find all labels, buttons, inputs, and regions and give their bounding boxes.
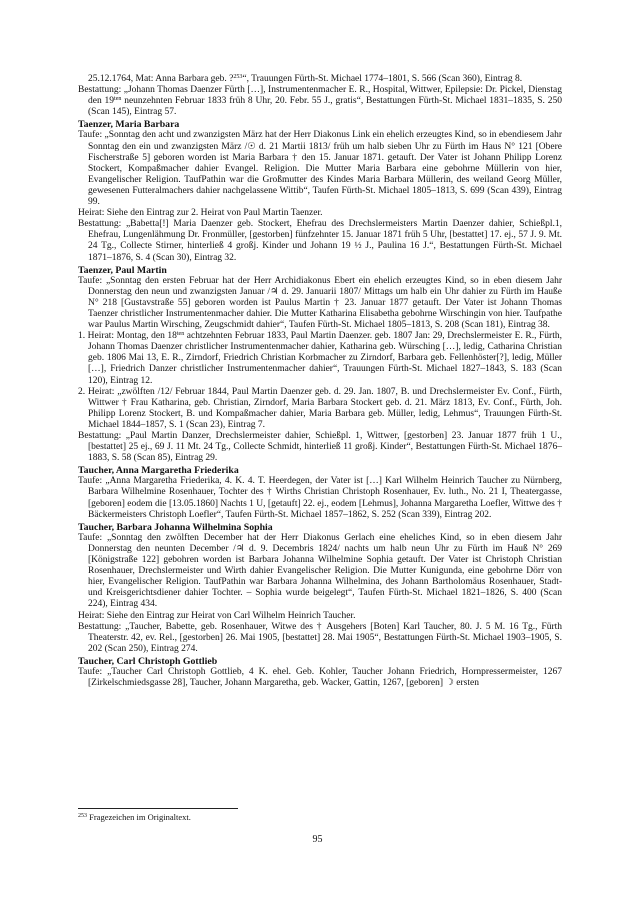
marriage-entry: 1. Heirat: Montag, den $18^{ten}$ achtzehnten Februar 1833, Paul Martin Daenzer. geb. 1807 Jan: 29, Drechslermeister E. R., Fürth, Johann Thomas Daenzer christlicher Instrumentenmacher dahier, Katharina geb. Würsching […], ledig, Catharina Christian geb. 1806 Mai 13, E. R., Zirndorf, Friedrich Christian Korbmacher zu Zirndorf, Barbara geb. Fellenhöster[?], ledig, Müller […], Friedrich Danzer christlicher Instrumentenmacher dahier“, Trauungen Fürth-St. Michael 1827–1843, S. 183 (Scan 120), Eintrag 12. <box>78 331 562 386</box>
person-heading: Taucher, Carl Christoph Gottlieb <box>78 655 218 667</box>
footnote-number: 253 <box>78 813 87 819</box>
baptism-entry: Taufe: „Sonntag den ersten Februar hat der Herr Archidiakonus Ebert ein ehelich erzeugtes Kind, so in eben diesem Jahr Donnerstag den neun und zwanzigsten Januar /♃ d. 29. Januarii 1807/ Mittags um halb ein Uhr dahier zu Fürth im Hauße N° 218 [Gustavstraße 55] geboren worden ist Paulus Martin † 23. Januar 1877 getauft. Der Vater ist Johann Thomas Taenzer christlicher Instrumentenmacher dahier. Die Mutter Katharina Elisabetha gebohrne Wirschingin von hier. Taufpathe war Paulus Martin Wirsching, Zeugschmidt dahier“, Taufen Fürth-St. Michael 1805–1813, S. 208 (Scan 181), Eintrag 38. <box>78 275 562 331</box>
baptism-entry: Taufe: „Anna Margaretha Friederika, 4. K. 4. T. Heerdegen, der Vater ist […] Karl Wilhelm Heinrich Taucher zu Nürnberg, Barbara Wilhelmine Rosenhauer, Tochter des † Wirths Christian Christoph Rosenhauer, Ev. luth., No. 21 I, Theatergasse, [geboren] eodem die [13.05.1860] Nachts 1 U, [getauft] 22. ej., eodem [Lehmus], Johanna Margaretha Loefler, Wittwe des † Bäckermeisters Christoph Loefler“, Taufen Fürth-St. Michael 1857–1862, S. 252 (Scan 339), Eintrag 202. <box>78 476 562 520</box>
footnote: $^{253}$ Fragezeichen im Originaltext. <box>78 812 191 822</box>
person-heading: Taenzer, Paul Martin <box>78 264 167 276</box>
burial-entry: Bestattung: „Babetta[!] Maria Daenzer geb. Stockert, Ehefrau des Drechslermeisters Martin Daenzer dahier, Schießpl.1, Ehefrau, Lungenlähmung Dr. Fronmüller, [gestorben] fünfzehnter 15. Januar 1871 früh 5 Uhr, [bestattet] 17. ej., 57 J. 9. Mt. 24 Tg., Collecte Stirner, hinterließ 4 großj. Kinder und Johann 19 ½ J., Paulina 16 J.“, Bestattungen Fürth-St. Michael 1871–1876, S. 4 (Scan 30), Eintrag 32. <box>78 219 562 263</box>
burial-entry: Bestattung: „Johann Thomas Daenzer Fürth […], Instrumentenmacher E. R., Hospital, Wittwer, Epilepsie: Dr. Pickel, Dienstag den $19^{ten}$ neunzehnten Februar 1833 früh 8 Uhr, 20. Febr. 55 J., gratis“, Bestattungen Fürth-St. Michael 1831–1835, S. 250 (Scan 145), Eintrag 57. <box>78 85 562 118</box>
burial-entry: Bestattung: „Paul Martin Danzer, Drechslermeister dahier, Schießpl. 1, Wittwer, [gestorben] 23. Januar 1877 früh 1 U., [bestattet] 25 ej., 69 J. 11 Mt. 24 Tg., Collecte Schmidt, hinterließ 11 großj. Kinder“, Bestattungen Fürth-St. Michael 1876–1883, S. 58 (Scan 85), Eintrag 29. <box>78 431 562 464</box>
baptism-entry: Taufe: „Sonntag den zwölften December hat der Herr Diakonus Gerlach eine eheliches Kind, so in eben diesem Jahr Donnerstag den neunten December /♃ d. 9. Decembris 1824/ nachts um halb neun Uhr zu Fürth im Hauß N° 269 [Königstraße 122] gebohren worden ist Barbara Johanna Wilhelmine Sophia getauft. Der Vater ist Christoph Christian Rosenhauer, Drechslermeister und Wirth dahier Evangelischer Religion. Die Mutter Kunigunda, eine gebohrne Dörr von hier, Evangelischer Religion. TaufPathin war Barbara Johanna Wilhelmina, des Johann Bartholomäus Rosenhauer, Stadt- und Kreisgerichtsdiener dahier Tochter. – Sophia wurde beigelegt“, Taufen Fürth-St. Michael 1821–1826, S. 400 (Scan 224), Eintrag 434. <box>78 532 562 610</box>
page-number: 95 <box>312 834 323 845</box>
burial-entry: Bestattung: „Taucher, Babette, geb. Rosenhauer, Witwe des † Ausgehers [Boten] Karl Taucher, 80. J. 5 M. 16 Tg., Fürth Theaterstr. 42, ev. Rel., [gestorben] 26. Mai 1905, [bestattet] 28. Mai 1905“, Bestattungen Fürth-St. Michael 1903–1905, S. 202 (Scan 250), Eintrag 274. <box>78 621 562 654</box>
person-heading: Taucher, Anna Margaretha Friederika <box>78 465 239 477</box>
person-heading: Taenzer, Maria Barbara <box>78 119 180 131</box>
footnote-divider <box>78 808 238 809</box>
person-heading: Taucher, Barbara Johanna Wilhelmina Sophia <box>78 521 273 533</box>
text-line: 25.12.1764, Mat: Anna Barbara geb. ?$^{253}$“, Trauungen Fürth-St. Michael 1774–1801, S. 566 (Scan 360), Eintrag 8. <box>88 74 523 84</box>
marriage-entry: Heirat: Siehe den Eintrag zur 2. Heirat von Paul Martin Taenzer. <box>78 208 323 219</box>
footnote-ref: 253 <box>233 74 243 80</box>
marriage-entry: 2. Heirat: „zwölften /12/ Februar 1844, Paul Martin Daenzer geb. d. 29. Jan. 1807, B. und Drechslermeister Ev. Conf., Fürth, Wittwer † Frau Katharina, geb. Christian, Zirndorf, Maria Barbara Stockert geb. d. 21. März 1813, Ev. Conf., Fürth, Joh. Philipp Lorenz Stockert, B. und Kompaßmacher dahier, Maria Barbara geb. Müller, ledig, Lehmus“, Trauungen Fürth-St. Michael 1844–1857, S. 1 (Scan 23), Eintrag 7. <box>78 386 562 430</box>
baptism-entry: Taufe: „Taucher Carl Christoph Gottlieb, 4 K. ehel. Geb. Kohler, Taucher Johann Friedrich, Hornpressermeister, 1267 [Zirkelschmiedsgasse 28], Taucher, Johann Margaretha, geb. Wacker, Gattin, 1267, [geboren] ☽ ersten <box>78 666 562 689</box>
document-body <box>78 74 562 689</box>
marriage-entry: Heirat: Siehe den Eintrag zur Heirat von Carl Wilhelm Heinrich Taucher. <box>78 610 356 621</box>
baptism-entry: Taufe: „Sonntag den acht und zwanzigsten März hat der Herr Diakonus Link ein ehelich erzeugtes Kind, so in ebendiesem Jahr Sonntag den ein und zwanzigsten März /☉ d. 21 Martii 1813/ früh um halb sieben Uhr zu Fürth im Haus N° 121 [Obere Fischerstraße 5] geboren worden ist Maria Barbara † den 15. Januar 1871. getauft. Der Vater ist Johann Philipp Lorenz Stockert, Kompaßmacher dahier Evangel. Religion. Die Mutter Maria Barbara eine gebohrne Müllerin von hier, Evangelischer Religion. TaufPathin war die Großmutter des Kindes Maria Barbara Müllerin, des weiland Georg Müller, gewesenen Futteralmachers dahier nachgelassene Wittib“, Taufen Fürth-St. Michael 1805–1813, S. 699 (Scan 439), Eintrag 99. <box>78 130 562 208</box>
